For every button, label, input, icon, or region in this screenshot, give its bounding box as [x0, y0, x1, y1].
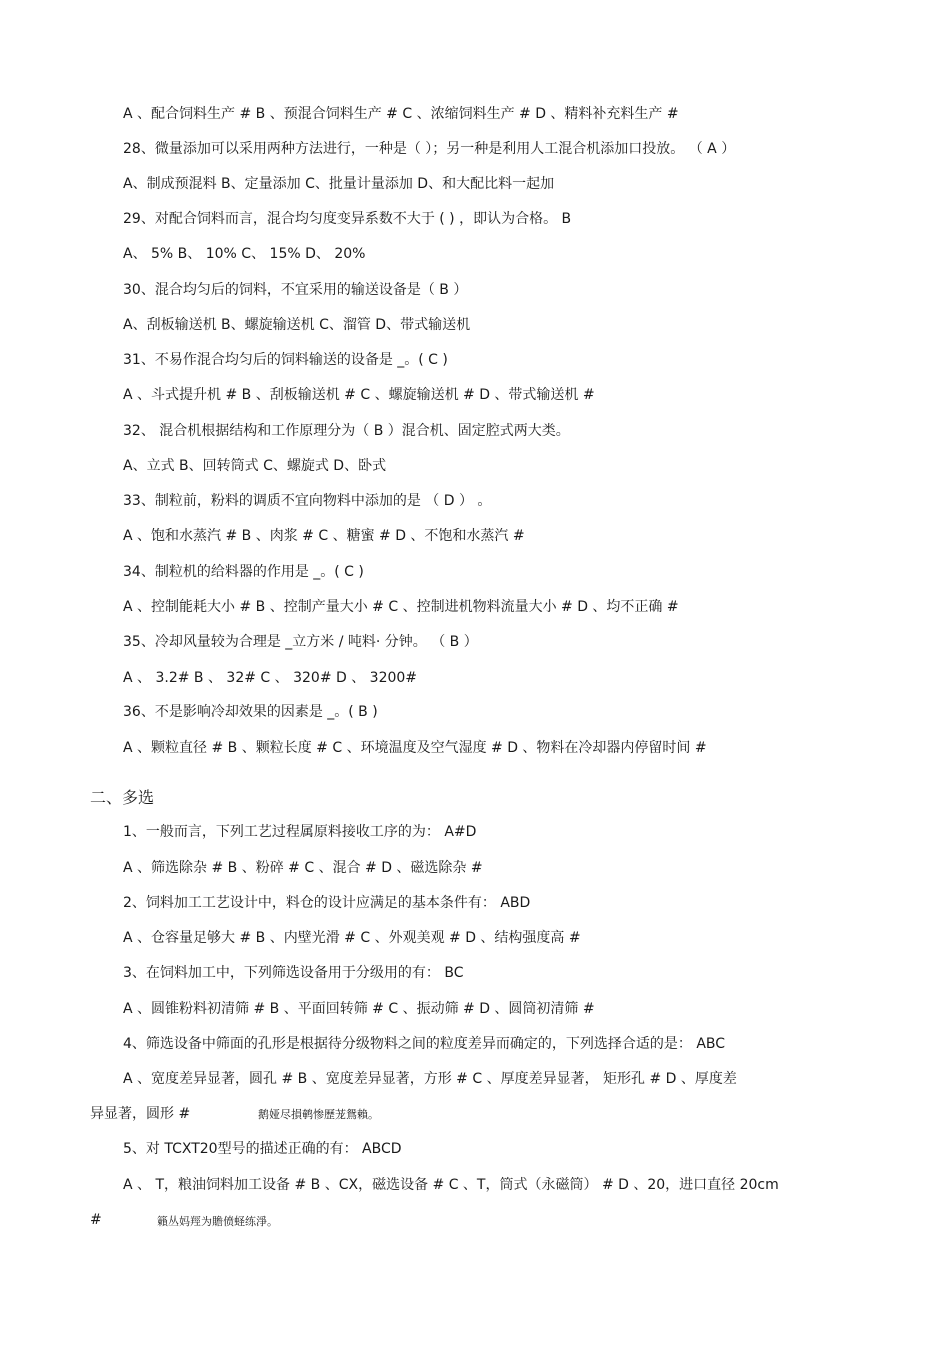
question-30: 30、混合均匀后的饲料，不宜采用的输送设备是（ B ）: [123, 282, 468, 298]
question-31: 31、不易作混合均匀后的饲料输送的设备是 _。( C ): [123, 352, 448, 368]
line-18: A 、颗粒直径 # B 、颗粒长度 # C 、环境温度及空气湿度 # D 、物料在冷却器内停留时间 #: [123, 740, 707, 756]
garbled-note-2: 籟丛妈羥为贍偾蛏练淨。: [157, 1215, 278, 1228]
line-14: A 、控制能耗大小 # B 、控制产量大小 # C 、控制进机物料流量大小 # D 、均不正确 #: [123, 599, 679, 615]
question-29: 29、对配合饲料而言，混合均匀度变异系数不大于 ( ) ，即认为合格。 B: [123, 211, 572, 227]
line-10: A、立式 B、回转筒式 C、螺旋式 D、卧式: [123, 458, 387, 474]
question-35: 35、冷却风量较为合理是 _立方米 / 吨料· 分钟。 （ B ）: [123, 634, 478, 650]
line-25: A 、圆锥粉料初清筛 # B 、平面回转筛 # C 、振动筛 # D 、圆筒初清筛 #: [123, 1001, 595, 1017]
question-32: 32、 混合机根据结构和工作原理分为（ B ）混合机、固定腔式两大类。: [123, 423, 570, 439]
question-28: 28、微量添加可以采用两种方法进行，一种是（ ）；另一种是利用人工混合机添加口投放。 （ A ）: [123, 141, 736, 157]
line-8: A 、斗式提升机 # B 、刮板输送机 # C 、螺旋输送机 # D 、带式输送机 #: [123, 387, 595, 403]
line-31: A 、 T，粮油饲料加工设备 # B 、CX，磁选设备 # C 、T，筒式（永磁筒） # D 、20，进口直径 20cm: [123, 1177, 779, 1193]
line-32: #: [90, 1212, 102, 1228]
multi-question-1: 1、一般而言，下列工艺过程属原料接收工序的为： A#D: [123, 824, 477, 840]
question-36: 36、不是影响冷却效果的因素是 _。( B ): [123, 704, 378, 720]
line-0: A 、配合饲料生产 # B 、预混合饲料生产 # C 、浓缩饲料生产 # D 、精料补充料生产 #: [123, 106, 679, 122]
question-34: 34、制粒机的给料器的作用是 _。( C ): [123, 564, 364, 580]
line-12: A 、饱和水蒸汽 # B 、肉浆 # C 、糖蜜 # D 、不饱和水蒸汽 #: [123, 528, 525, 544]
multi-question-5: 5、对 TCXT20型号的描述正确的有： ABCD: [123, 1141, 402, 1157]
line-21: A 、筛选除杂 # B 、粉碎 # C 、混合 # D 、磁选除杂 #: [123, 860, 483, 876]
line-28: 异显著，圆形 #: [90, 1106, 191, 1122]
question-33: 33、制粒前，粉料的调质不宜向物料中添加的是 （ D ） 。: [123, 493, 492, 509]
line-16: A 、 3.2# B 、 32# C 、 320# D 、 3200#: [123, 670, 418, 686]
multi-question-4: 4、筛选设备中筛面的孔形是根据待分级物料之间的粒度差异而确定的，下列选择合适的是： ABC: [123, 1036, 726, 1052]
line-23: A 、仓容量足够大 # B 、内壁光滑 # C 、外观美观 # D 、结构强度高 #: [123, 930, 581, 946]
multi-question-2: 2、饲料加工工艺设计中，料仓的设计应满足的基本条件有： ABD: [123, 895, 531, 911]
line-4: A、 5% B、 10% C、 15% D、 20%: [123, 246, 366, 262]
garbled-note-1: 鹅娅尽損鹌惨歷茏鴛賴。: [258, 1108, 379, 1121]
multi-question-3: 3、在饲料加工中，下列筛选设备用于分级用的有： BC: [123, 965, 464, 981]
section-heading: 二、多选: [90, 788, 155, 807]
line-6: A、刮板输送机 B、螺旋输送机 C、溜管 D、带式输送机: [123, 317, 471, 333]
line-2: A、制成预混料 B、定量添加 C、批量计量添加 D、和大配比料一起加: [123, 176, 555, 192]
line-27: A 、宽度差异显著，圆孔 # B 、宽度差异显著，方形 # C 、厚度差异显著， 矩形孔 # D 、厚度差: [123, 1071, 737, 1087]
